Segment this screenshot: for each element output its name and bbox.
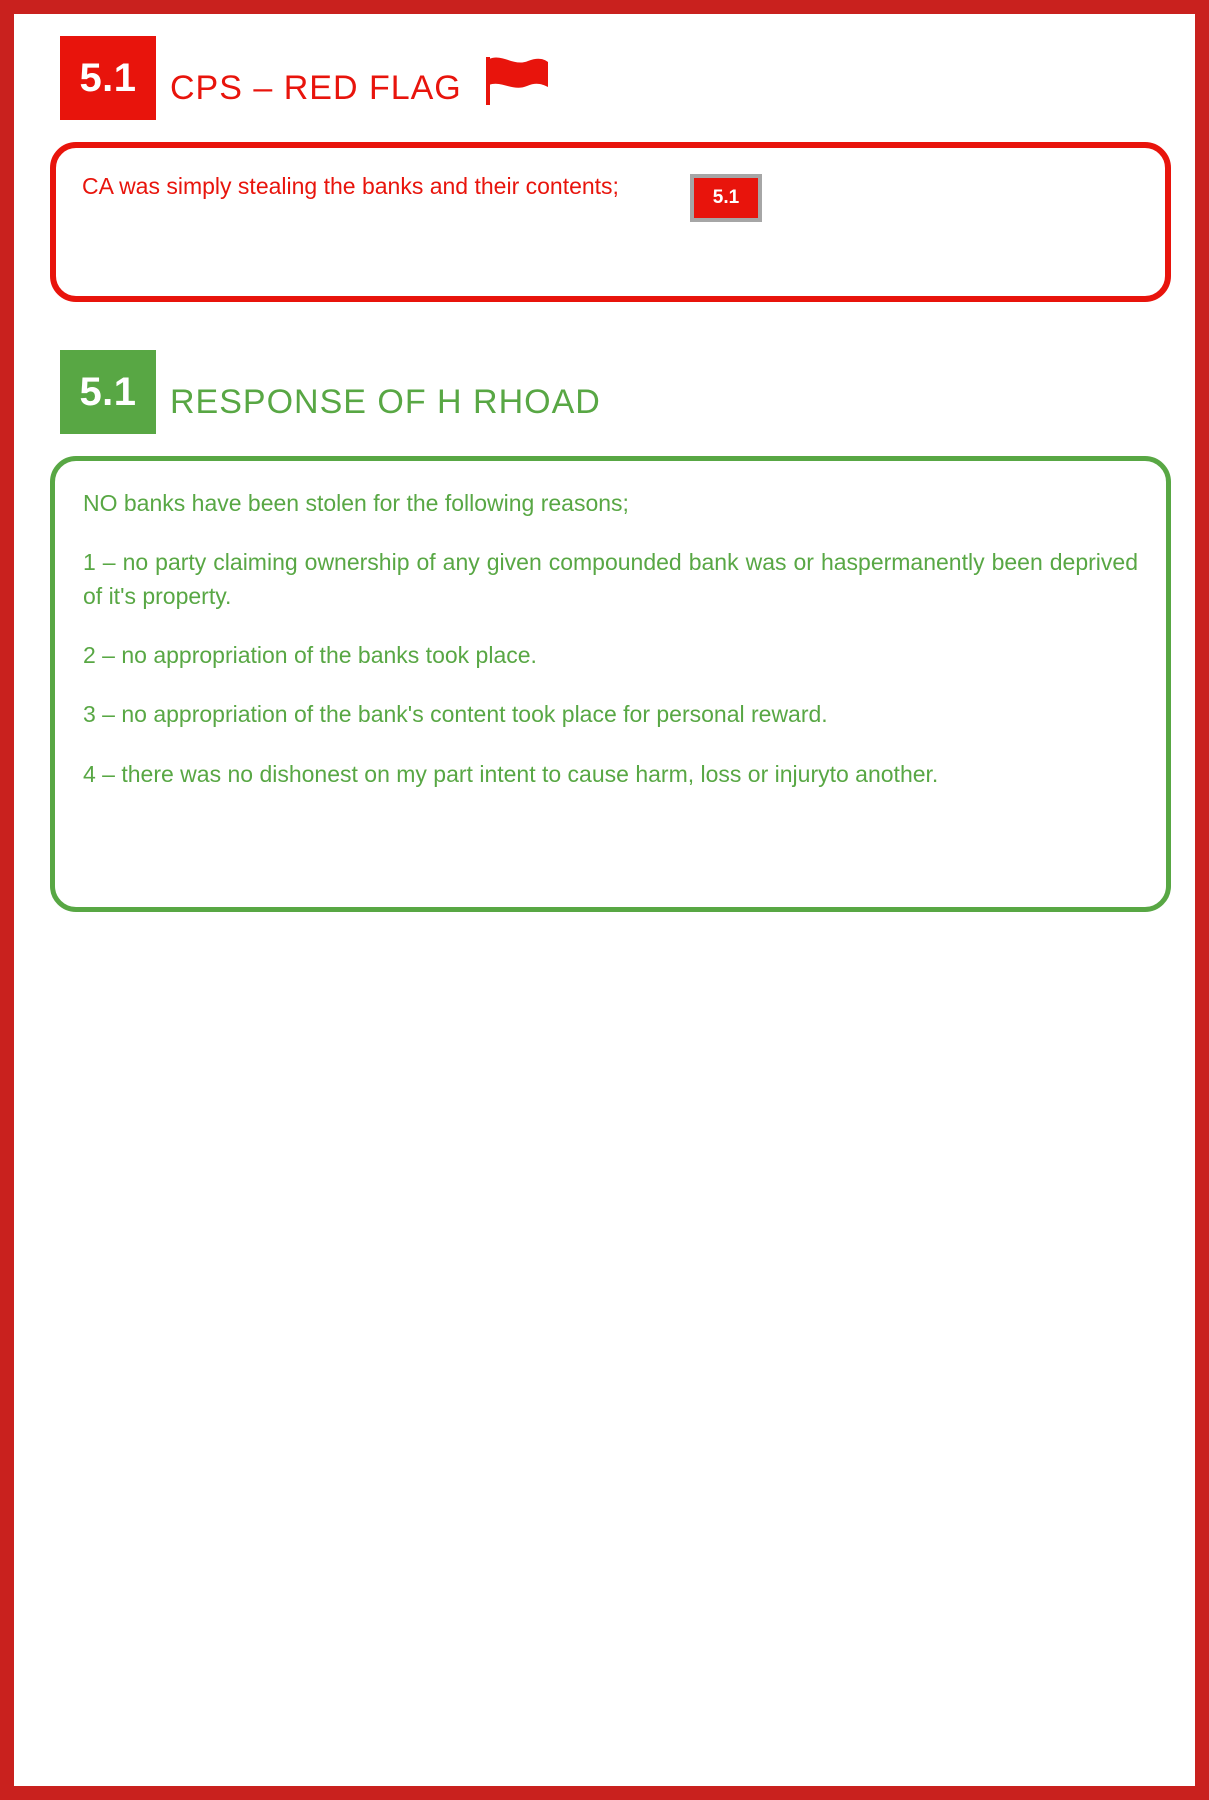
section-response-h-rhoad — [60, 350, 1195, 434]
response-paragraph-4: 3 – no appropriation of the bank's content took place for personal reward. — [83, 701, 828, 728]
red-flag-icon — [480, 53, 552, 120]
section-heading-red — [60, 36, 1195, 120]
section-number-badge-green: 5.1 — [60, 350, 156, 434]
response-box-wrapper — [50, 456, 1171, 912]
response-paragraph-5: 4 – there was no dishonest on my part intent to cause harm, loss or injuryto another. — [83, 760, 939, 787]
section-number-badge-red: 5.1 — [60, 36, 156, 120]
document-page — [14, 14, 1195, 1786]
red-flag-content-box — [50, 142, 1171, 302]
section-cps-red-flag — [60, 36, 1195, 120]
response-paragraph-1: NO banks have been stolen for the following reasons; — [83, 490, 629, 516]
response-paragraph-2: 1 – no party claiming ownership of any given compounded bank was or haspermanently been deprived of it's property. — [83, 549, 1138, 609]
clause-tag-marker: 5.1 — [690, 174, 762, 222]
section-title-red: CPS – RED FLAG — [170, 69, 462, 107]
response-content-box — [50, 456, 1171, 912]
red-flag-paragraph-1: CA was simply stealing the banks and their contents; — [82, 173, 619, 199]
red-flag-box-wrapper — [50, 142, 1171, 302]
section-title-green: RESPONSE OF H RHOAD — [170, 383, 601, 421]
section-heading-green — [60, 350, 1195, 434]
response-paragraph-3: 2 – no appropriation of the banks took place. — [83, 642, 537, 669]
